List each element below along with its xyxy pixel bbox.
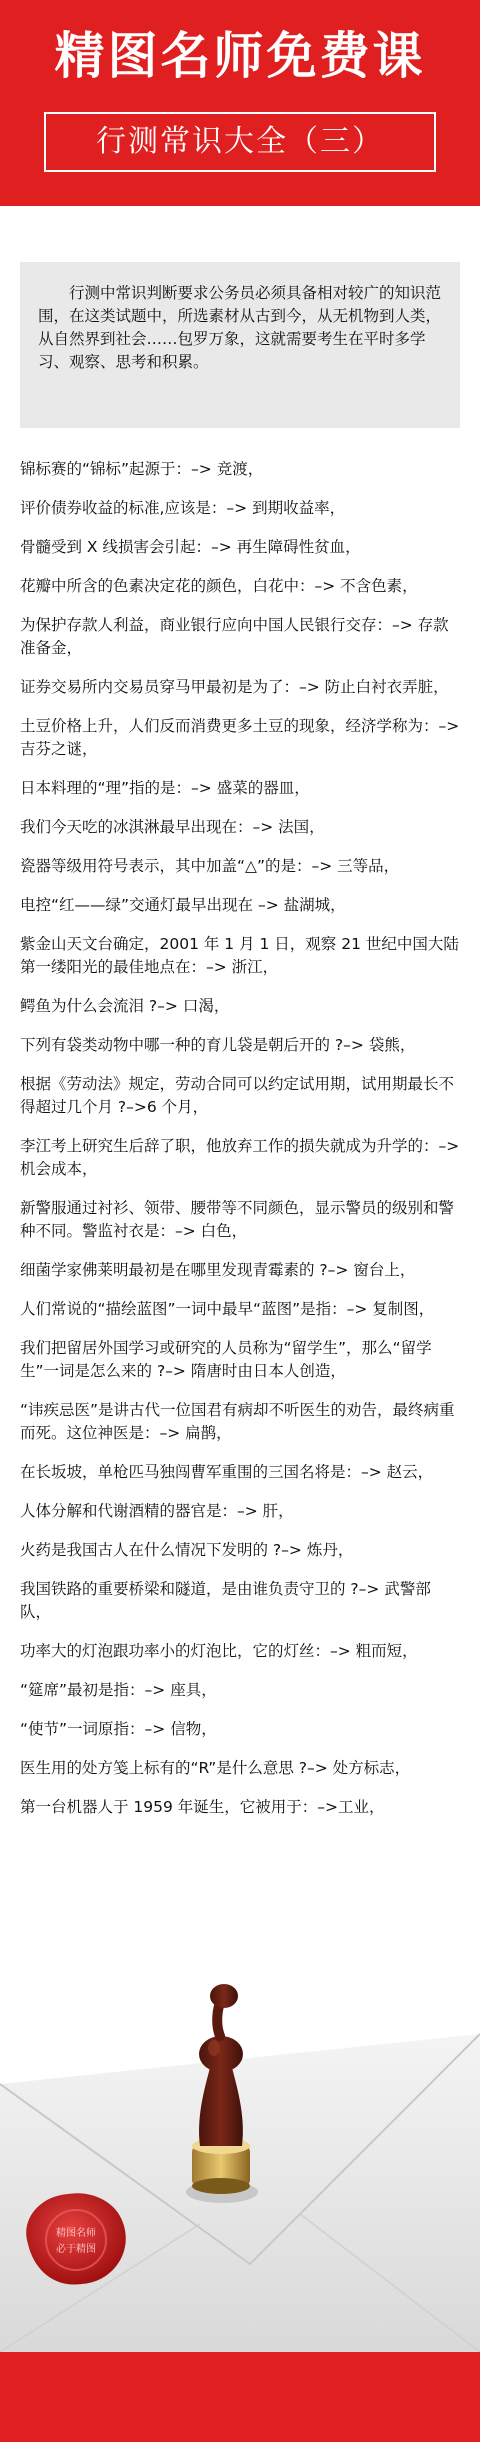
header-banner <box>0 0 480 206</box>
list-item: “筵席”最初是指：–> 座具， <box>20 1681 217 1699</box>
list-item: 人们常说的“描绘蓝图”一词中最早“蓝图”是指：–> 复制图， <box>20 1300 435 1318</box>
list-item: 李江考上研究生后辞了职，他放弃工作的损失就成为升学的：–> 机会成本， <box>20 1137 460 1178</box>
footer-bar <box>0 2352 480 2442</box>
list-item: 我国铁路的重要桥梁和隧道，是由谁负责守卫的 ?–> 武警部队， <box>20 1580 431 1621</box>
list-item: 我们今天吃的冰淇淋最早出现在：–> 法国， <box>20 818 325 836</box>
list-item: 下列有袋类动物中哪一种的育儿袋是朝后开的 ?–> 袋熊， <box>20 1036 416 1054</box>
list-item: 花瓣中所含的色素决定花的颜色，白花中：–> 不含色素， <box>20 577 418 595</box>
subtitle-frame <box>44 112 436 172</box>
list-item: 新警服通过衬衫、领带、腰带等不同颜色，显示警员的级别和警种不同。警监衬衣是：–> 白色， <box>20 1199 455 1240</box>
list-item: “讳疾忌医”是讲古代一位国君有病却不听医生的劝告，最终病重而死。这位神医是：–> 扁鹊， <box>20 1401 455 1442</box>
intro-box <box>20 262 460 428</box>
list-item: 医生用的处方笺上标有的“R”是什么意思 ?–> 处方标志， <box>20 1759 411 1777</box>
list-item: 细菌学家佛莱明最初是在哪里发现青霉素的 ?–> 窗台上， <box>20 1261 416 1279</box>
list-item: 锦标赛的“锦标”起源于：–> 竞渡， <box>20 460 264 478</box>
intro-text: 行测中常识判断要求公务员必须具备相对较广的知识范围，在这类试题中，所选素材从古到今，从无机物到人类，从自然界到社会……包罗万象，这就需要考生在平时多学习、观察、思考和积累。 <box>38 284 442 371</box>
list-item: 证券交易所内交易员穿马甲最初是为了：–> 防止白衬衣弄脏， <box>20 678 449 696</box>
list-item: 在长坂坡，单枪匹马独闯曹军重围的三国名将是：–> 赵云， <box>20 1463 434 1481</box>
list-item: “使节”一词原指：–> 信物， <box>20 1720 217 1738</box>
qa-list <box>20 458 460 1835</box>
page-title: 精图名师免费课 <box>54 27 426 85</box>
list-item: 为保护存款人利益，商业银行应向中国人民银行交存：–> 存款准备金， <box>20 616 449 657</box>
list-item: 瓷器等级用符号表示，其中加盖“△”的是：–> 三等品， <box>20 857 400 875</box>
list-item: 骨髓受到 X 线损害会引起：–> 再生障碍性贫血， <box>20 538 361 556</box>
list-item: 第一台机器人于 1959 年诞生，它被用于：–>工业， <box>20 1798 385 1816</box>
list-item: 火药是我国古人在什么情况下发明的 ?–> 炼丹， <box>20 1541 354 1559</box>
page-subtitle: 行测常识大全（三） <box>96 124 384 159</box>
envelope-seal-illustration <box>0 1964 480 2352</box>
list-item: 紫金山天文台确定，2001 年 1 月 1 日，观察 21 世纪中国大陆第一缕阳光的最佳地点在：–> 浙江， <box>20 935 459 976</box>
svg-text:精图名师: 精图名师 <box>56 2228 96 2239</box>
list-item: 我们把留居外国学习或研究的人员称为“留学生”，那么“留学生”一词是怎么来的 ?–> 隋唐时由日本人创造， <box>20 1339 432 1380</box>
list-item: 土豆价格上升，人们反而消费更多土豆的现象，经济学称为：–> 吉芬之谜， <box>20 717 460 758</box>
list-item: 评价债券收益的标准,应该是：–> 到期收益率， <box>20 499 346 517</box>
list-item: 功率大的灯泡跟功率小的灯泡比，它的灯丝：–> 粗而短， <box>20 1642 418 1660</box>
list-item: 根据《劳动法》规定，劳动合同可以约定试用期，试用期最长不得超过几个月 ?–>6 个月， <box>20 1075 455 1116</box>
list-item: 日本料理的“理”指的是：–> 盛菜的器皿， <box>20 779 310 797</box>
envelope-seal-graphic <box>0 1964 480 2352</box>
list-item: 电控“红——绿”交通灯最早出现在 –> 盐湖城， <box>20 896 346 914</box>
list-item: 鳄鱼为什么会流泪 ?–> 口渴， <box>20 997 230 1015</box>
list-item: 人体分解和代谢酒精的器官是：–> 肝， <box>20 1502 294 1520</box>
svg-text:必于精图: 必于精图 <box>56 2244 96 2255</box>
